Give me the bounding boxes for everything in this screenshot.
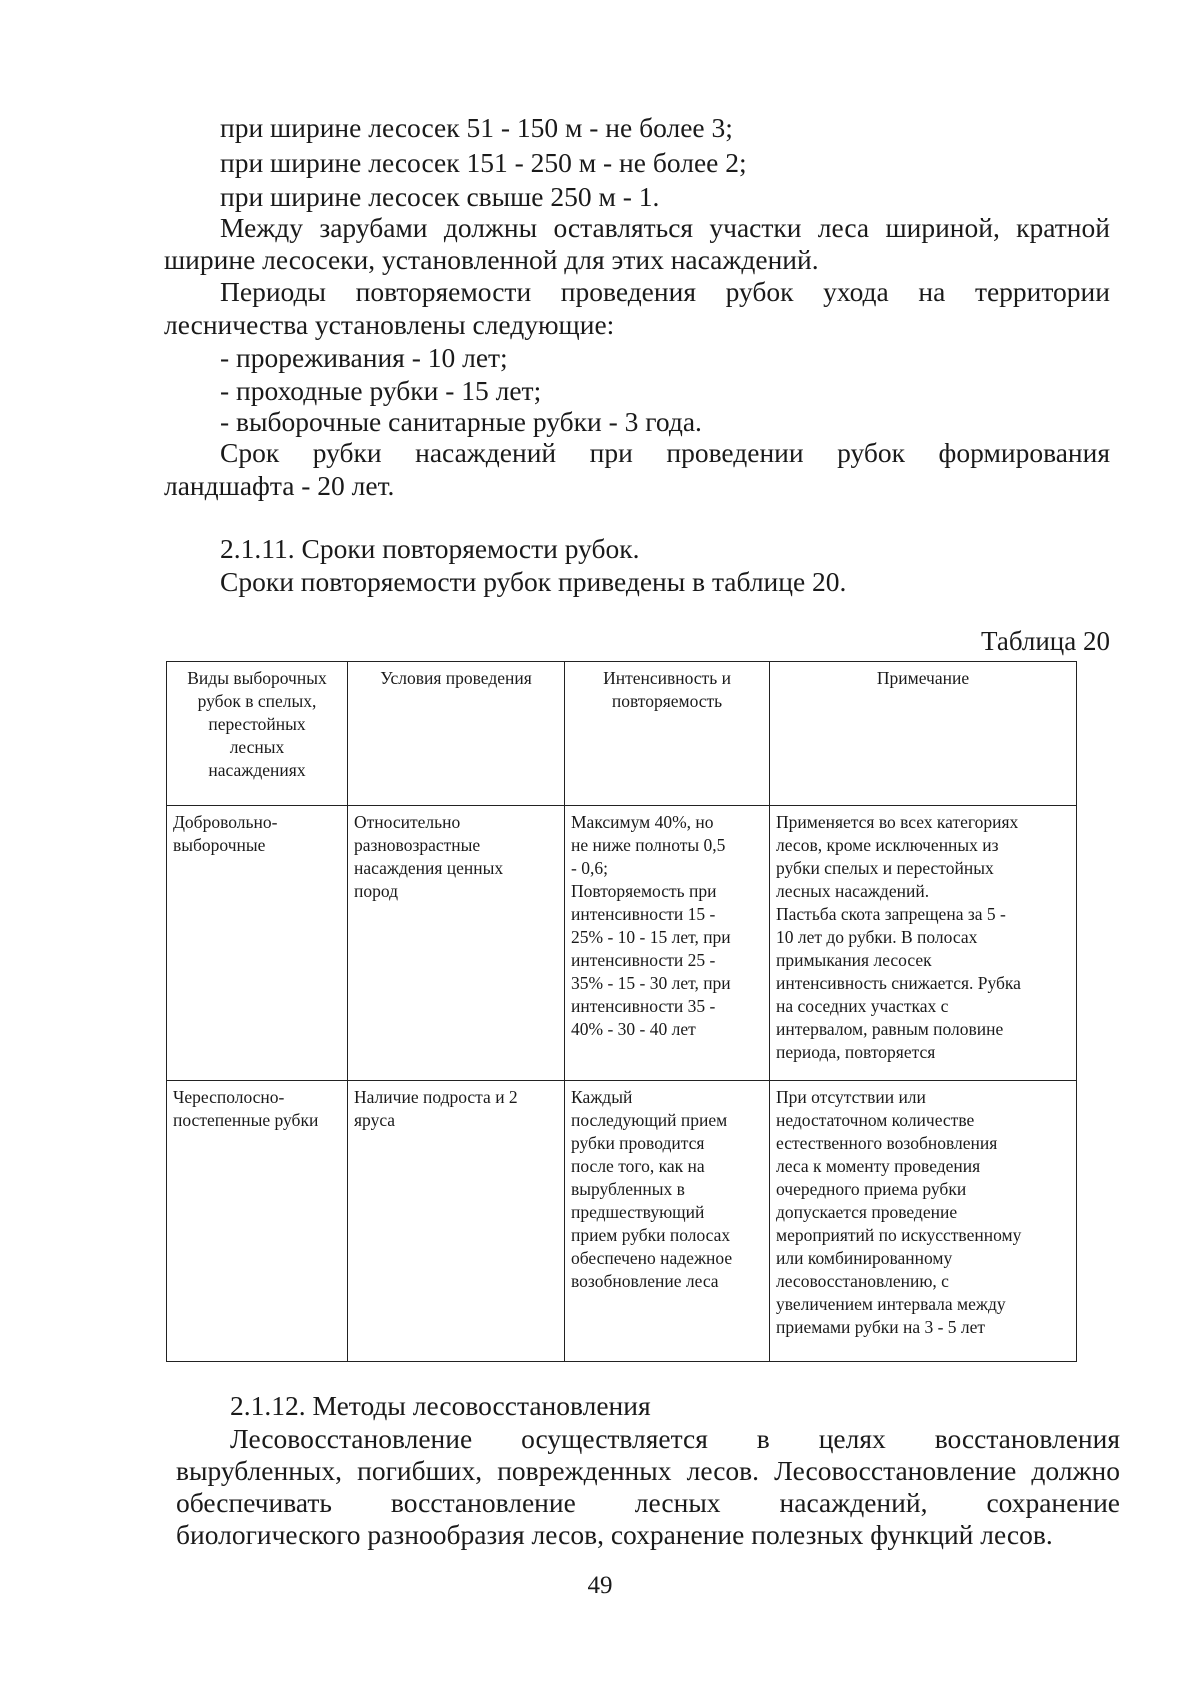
table-header-cell: Виды выборочных рубок в спелых, перестойных лесных насаждениях [167,662,348,806]
text-line: ландшафта - 20 лет. [164,470,395,501]
table-row [167,1081,1077,1362]
text-line: Сроки повторяемости рубок приведены в таблице 20. [220,566,847,597]
table-header-row [167,662,1077,806]
table-cell: Наличие подроста и 2 яруса [348,1081,565,1362]
text-line: - выборочные санитарные рубки - 3 года. [220,406,702,437]
table-row [167,806,1077,1081]
table-cell: Применяется во всех категориях лесов, кроме исключенных из рубки спелых и перестойных лесных насаждений. Пастьба скота запрещена за 5 - 10 лет до рубки. В полосах примыкания лесосек интенсивность снижается. Рубка на соседних участках с интервалом, равным половине периода, повторяется [770,806,1077,1081]
text-line: - прореживания - 10 лет; [220,342,508,373]
table-cell: Каждый последующий прием рубки проводится после того, как на вырубленных в предшествующий прием рубки полосах обеспечено надежное возобновление леса [565,1081,770,1362]
table-cell: При отсутствии или недостаточном количестве естественного возобновления леса к моменту проведения очередного приема рубки допускается проведение мероприятий по искусственному или комбинированному лесовосстановлению, с увеличением интервала между приемами рубки на 3 - 5 лет [770,1081,1077,1362]
text-line: биологического разнообразия лесов, сохранение полезных функций лесов. [176,1519,1053,1550]
table-caption: Таблица 20 [981,626,1110,656]
text-line: Срок рубки насаждений при проведении рубок формирования [220,437,1110,468]
text-line: при ширине лесосек 151 - 250 м - не более 2; [220,147,747,178]
text-line: лесничества установлены следующие: [164,309,615,340]
page-number: 49 [587,1572,613,1599]
text-line: при ширине лесосек свыше 250 м - 1. [220,181,660,212]
data-table [166,661,1077,1362]
table-header-cell: Условия проведения [348,662,565,806]
text-line: вырубленных, погибших, поврежденных лесов. Лесовосстановление должно [176,1455,1120,1486]
text-line: Между зарубами должны оставляться участки леса шириной, кратной [220,212,1110,243]
text-line: при ширине лесосек 51 - 150 м - не более 3; [220,112,733,143]
table-header-cell: Примечание [770,662,1077,806]
text-line: Периоды повторяемости проведения рубок ухода на территории [220,276,1110,307]
table-header-cell: Интенсивность и повторяемость [565,662,770,806]
text-line: - проходные рубки - 15 лет; [220,375,542,406]
text-line: ширине лесосеки, установленной для этих насаждений. [164,244,819,275]
table-cell: Чересполосно- постепенные рубки [167,1081,348,1362]
text-line: Лесовосстановление осуществляется в целях восстановления [230,1423,1120,1454]
table-cell: Максимум 40%, но не ниже полноты 0,5 - 0,6; Повторяемость при интенсивности 15 - 25% - 10 - 15 лет, при интенсивности 25 - 35% - 15 - 30 лет, при интенсивности 35 - 40% - 30 - 40 лет [565,806,770,1081]
table-cell: Относительно разновозрастные насаждения ценных пород [348,806,565,1081]
section-heading: 2.1.12. Методы лесовосстановления [230,1390,651,1421]
table-cell: Добровольно- выборочные [167,806,348,1081]
section-heading: 2.1.11. Сроки повторяемости рубок. [220,533,640,564]
text-line: обеспечивать восстановление лесных насаждений, сохранение [176,1487,1120,1518]
